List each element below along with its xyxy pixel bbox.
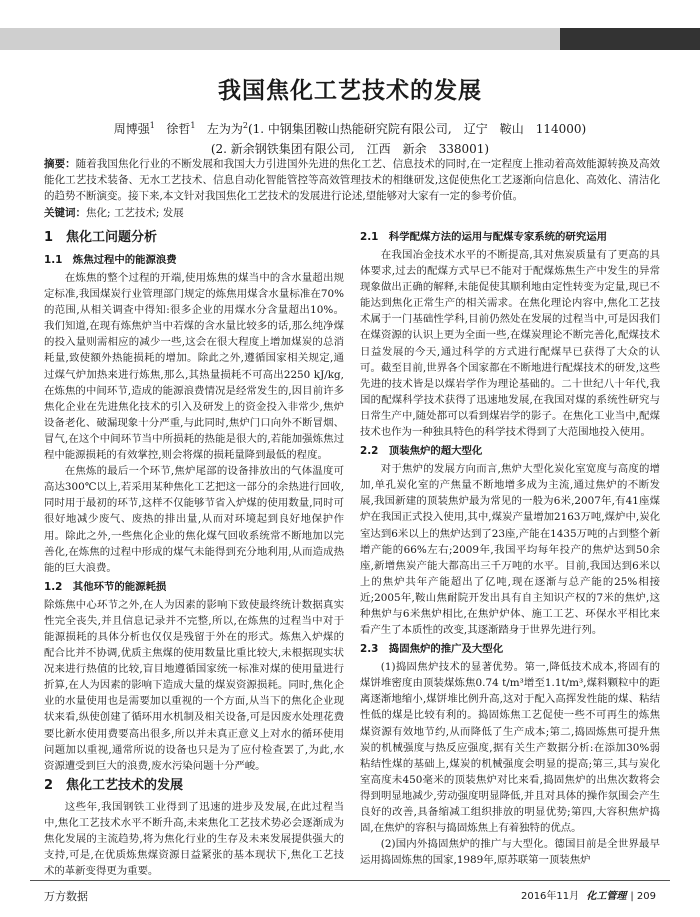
author-1: 周博强 xyxy=(113,122,150,136)
affiliation-2: (2. 新余钢铁集团有限公司, 江西 新余 338001) xyxy=(210,142,490,156)
paragraph: 在焦炼的最后一个环节,焦炉尾部的设备排放出的气体温度可高达300℃以上,若采用某种焦化工艺把这一部分的余热进行回收,同时用于最初的环节,这样不仅能够节省入炉煤的使用数量,同时可很好地减少废气、废热的排出量,从而对环境起到良好地保护作用。除此之外,一些焦化企业的焦化煤气回收系统常不断地加以完善化,在炼焦的过程中形成的煤气未能得到充分地利用,从而造成热能的巨大浪费。 xyxy=(44,465,344,574)
subsection-heading-2-3: 2.3 捣固焦炉的推广及大型化 xyxy=(360,643,504,656)
author-3-sup: 2 xyxy=(242,121,248,130)
paragraph: 这些年,我国钢铁工业得到了迅速的进步及发展,在此过程当中,焦化工艺技术水平不断升高,未来焦化工艺技术势必会逐渐成为焦化发展的主流趋势,将为焦化行业的生存及未来发展提供强大的支持,可是,在优质炼焦煤资源日益紧张的基本现状下,焦化工艺技术的革新变得更为重要。 xyxy=(44,800,344,878)
abstract xyxy=(44,156,660,204)
paragraph: 在我国冶金技术水平的不断提高,其对焦炭质量有了更高的具体要求,过去的配煤方式早已不能对于配煤炼焦生产中发生的异常现象做出正确的解释,未能促使其顺利地由定性转变为定量,现已不能达到焦化正常生产的相关需求。在焦化理论内容中,焦化工艺技术属于一门基础性学科,目前仍然处在发展的过程当中,可是因我们在煤资源的认识上更为全面一些,在煤炭理论不断完善化,配煤技术日益发展的今天,通过科学的方式进行配煤早已获得了大众的认可。截至目前,世界各个国家都在不断地进行配煤技术的研发,这些先进的技术皆是以煤岩学作为理论基础的。二十世纪八十年代,我国的配煤科学技术获得了迅速地发展,在我国对煤的系统性研究与日常生产中,随处都可以看到煤岩学的影子。在焦化工业当中,配煤技术也作为一种独具特色的科学技术得到了大范围地投入使用。 xyxy=(360,249,660,439)
author-2-sup: 1 xyxy=(190,121,196,130)
subsection-heading-2-1: 2.1 科学配煤方法的运用与配煤专家系统的研究运用 xyxy=(360,231,607,243)
author-2: 徐哲 xyxy=(166,122,191,136)
header-bar xyxy=(0,28,700,50)
author-1-sup: 1 xyxy=(149,121,155,130)
affiliation-1: (1. 中钢集团鞍山热能研究院有限公司, 辽宁 鞍山 114000) xyxy=(247,122,587,136)
header-bar-dark xyxy=(560,28,700,50)
authors-line-1 xyxy=(0,116,700,139)
section-heading-2: 2 焦化工艺技术的发展 xyxy=(44,777,184,793)
paper-title: 我国焦化工艺技术的发展 xyxy=(218,78,482,104)
section-heading-1: 1 焦化工问题分析 xyxy=(44,230,158,245)
right-column xyxy=(360,226,660,878)
paragraph: 对于焦炉的发展方向而言,焦炉大型化炭化室宽度与高度的增加,单孔炭化室的产焦量不断地增多成为主流,通过焦炉的不断发展,我国新建的顶装焦炉最为常见的一般为6米,2007年,有41座煤炉在我国正式投入使用,其中,煤炭产量增加2163万吨,煤炉中,炭化室达到6米以上的焦炉达到了23座,产能在1435万吨的占到整个新增产能的66%左右;2009年,我国平均每年投产的焦炉达到50余座,新增焦炭产能大都高出三千万吨的水平。目前,我国达到6米以上的焦炉共年产能超出了亿吨,现在逐渐与总产能的25%相接近;2005年,鞍山焦耐院开发出具有自主知识产权的7米的焦炉,这种焦炉与6米焦炉相比,在焦炉炉体、施工工艺、环保水平相比来看产生了本质性的改变,其逐渐踏身于世界先进行列。 xyxy=(360,463,660,637)
subsection-heading-1-2: 1.2 其他环节的能源耗损 xyxy=(44,580,167,593)
subsection-heading-2-2: 2.2 顶装焦炉的超大型化 xyxy=(360,445,483,458)
authors-block xyxy=(0,116,700,159)
paragraph: (1)捣固焦炉技术的显著优势。第一,降低技术成本,将固有的煤饼堆密度由顶装煤炼焦0.74 t/m³增至1.1t/m³,煤料颗粒中的距离逐渐地缩小,煤饼堆比例升高,这对于配入高挥发性能的煤、粘结性低的煤是比较有利的。捣固炼焦工艺促使一些不可再生的炼焦煤资源有效地节约,从而降低了生产成本;第二,捣固炼焦可提升焦炭的机械强度与热反应强度,据有关生产数据分析:在添加30%弱粘结性煤的基础上,煤炭的机械强度会明显的提高;第三,其与炭化室高度未450毫米的顶装焦炉对比来看,捣固焦炉的出焦次数将会得到明显地减少,劳动强度明显降低,并且对具体的操作氛围会产生良好的改善,具备缩减工组织排放的明显优势;第四,大容积焦炉捣固,在焦炉的容积与捣固炼焦上有着独特的优点。 xyxy=(360,661,660,835)
footer-journal: 化工管理 xyxy=(586,891,627,902)
abstract-label: 摘要： xyxy=(44,158,76,170)
keywords-text: 焦化; 工艺技术; 发展 xyxy=(86,207,184,219)
paragraph: (2)国内外捣固焦炉的推广与大型化。德国目前是全世界最早运用捣固炼焦的国家,1989年,原苏联第一顶装焦炉 xyxy=(360,838,660,867)
abstract-text: 随着我国焦化行业的不断发展和我国大力引进国外先进的焦化工艺、信息技术的同时,在一定程度上推动着高效能源转换及高效能化工艺技术装备、无水工艺技术、信息自动化智能管控等高效管理技术的相继研发,这促使焦化工艺逐渐向信息化、高效化、清洁化的趋势不断演变。接下来,本文针对我国焦化工艺技术的发展进行论述,望能够对大家有一定的参考价值。 xyxy=(44,158,661,202)
paragraph: 除炼焦中心环节之外,在人为因素的影响下致使最终统计数据真实性完全丧失,并且信息记录并不完整,所以,在炼焦的过程当中对于能源损耗的具体分析也仅仅是残留于外在的形式。炼焦入炉煤的配合比并不协调,优质主焦煤的使用数量比重比较大,未根据现实状况来进行热值的比较,盲目地遵循国家统一标准对煤的使用量进行折算,在人为因素的影响下造成大量的煤炭资源损耗。同时,焦化企业的水量使用也是需要加以重视的一个方面,从当下的焦化企业现状来看,纵使创建了循环用水机制及相关设备,可是因废水处理花费要比新水使用费要高出很多,所以并未真正意义上对水的循环使用问题加以重视,通常所说的设备也只是为了应付检查罢了,为此,水资源遭受到巨大的浪费,废水污染问题十分严峻。 xyxy=(44,598,344,772)
keywords xyxy=(44,205,660,221)
left-column xyxy=(44,226,344,878)
footer-divider xyxy=(30,880,670,881)
footer-meta: 2016年11月 化工管理 | 209 xyxy=(520,891,656,902)
footer-date: 2016年11月 xyxy=(520,891,580,902)
keywords-label: 关键词： xyxy=(44,207,86,219)
footer-watermark: 万方数据 xyxy=(44,890,88,903)
author-3: 左为为 xyxy=(206,122,243,136)
subsection-heading-1-1: 1.1 炼焦过程中的能源浪费 xyxy=(44,254,177,266)
footer-page: 209 xyxy=(636,891,656,902)
paragraph: 在炼焦的整个过程的开端,使用炼焦的煤当中的含水量超出规定标准,我国煤炭行业管理部门规定的炼焦用煤含水量标准在70%的范围,从相关调查中得知:很多企业的用煤水分含量超出10%。我们知道,在现有炼焦炉当中若煤的含水量比较多的话,那么纯净煤的投入量则需相应的减少一些,这会在很大程度上增加煤炭的总消耗量,致使额外热能损耗的增加。除此之外,遵循国家相关规定,通过煤气炉加热来进行炼焦,那么,其热量损耗不可高出2250 kJ/kg,在炼焦的中间环节,造成的能源浪费情况是经常发生的,因目前许多焦化企业在先进焦化技术的引入及研发上的资金投入非常少,焦炉设备老化、破漏现象十分严重,与此同时,焦炉门口向外不断冒烟、冒气,在这个中间环节当中所损耗的热能是很大的,若能加强炼焦过程中能源损耗的有效掌控,则会将煤的损耗量降到最低的程度。 xyxy=(44,272,344,462)
